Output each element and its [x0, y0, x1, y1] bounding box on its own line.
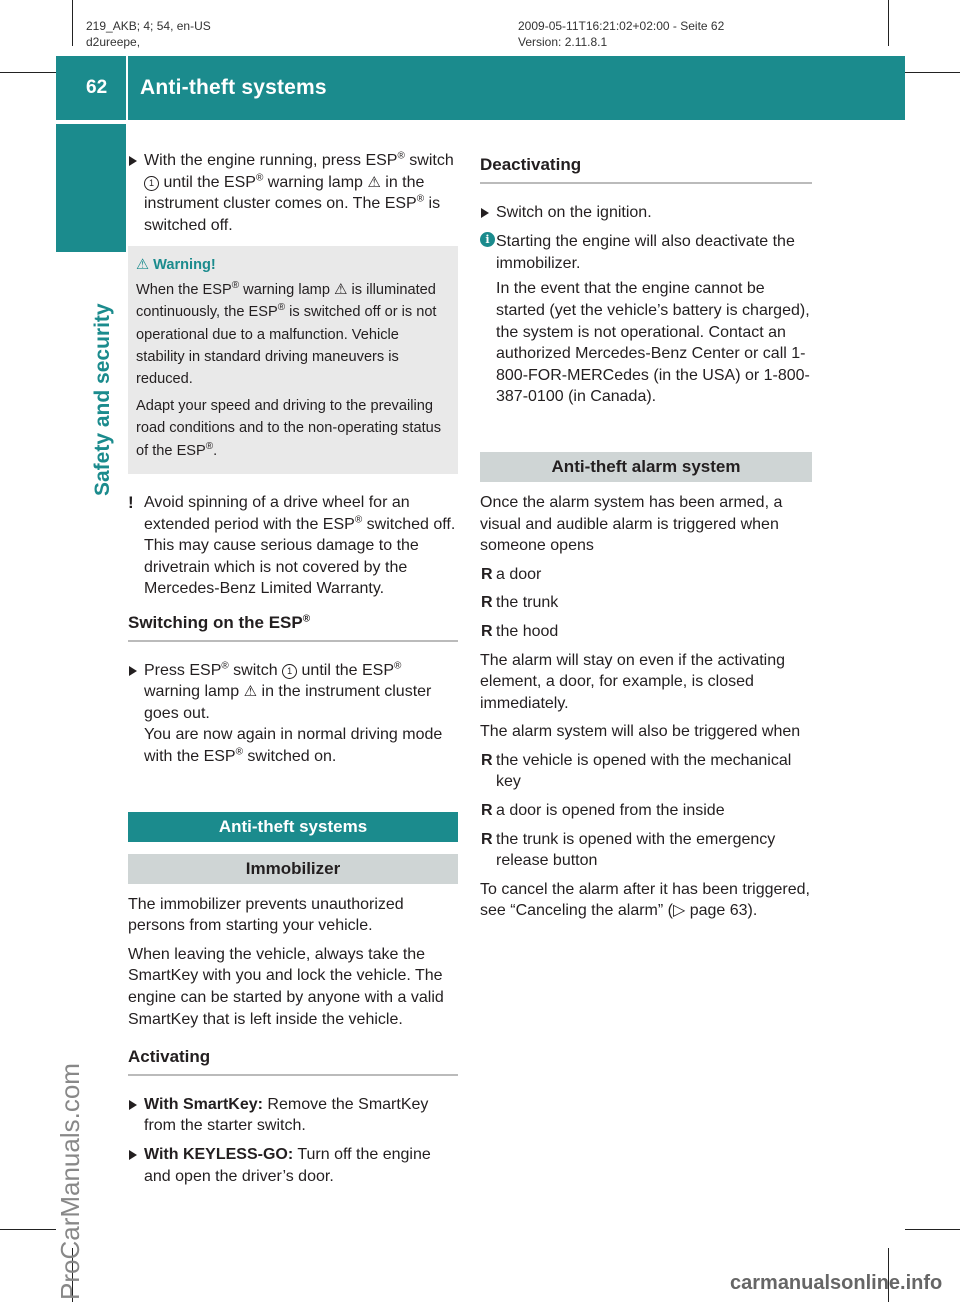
- side-section-text: Safety and security: [91, 303, 114, 496]
- text: Immobilizer: [245, 858, 341, 878]
- text: Avoid spinning of a drive wheel for an extended period with the ESP: [144, 494, 410, 533]
- text: When the ESP: [136, 281, 232, 298]
- warning-title: [136, 254, 450, 276]
- text: switch: [228, 661, 283, 679]
- crop-mark: [72, 0, 73, 46]
- print-meta-line: 2009-05-11T16:21:02+02:00 - Seite 62: [518, 19, 725, 33]
- text: With SmartKey:: [144, 1095, 263, 1113]
- button-number-icon: 1: [282, 664, 297, 679]
- crop-mark: [0, 72, 56, 73]
- list-item-text: the trunk is opened with the emergency release button: [496, 830, 776, 870]
- text: Anti-theft systems: [218, 816, 368, 836]
- info-icon: i: [480, 232, 495, 247]
- page-number-box: [56, 56, 126, 120]
- text: Remove the SmartKey from the starter switch.: [144, 1095, 429, 1135]
- heading-activating: Activating: [128, 1046, 458, 1076]
- text: is illuminated continuously, the ESP: [136, 281, 436, 321]
- print-meta-line: d2ureepe,: [86, 35, 141, 49]
- info-note: [480, 231, 812, 408]
- reg-mark: ®: [205, 440, 214, 452]
- bullet-icon: R: [481, 565, 493, 583]
- instruction-step: [128, 1094, 458, 1137]
- list-item-text: a door: [496, 565, 542, 583]
- text: until the ESP: [159, 173, 256, 191]
- watermark-vertical: ProCarManuals.com: [55, 1063, 85, 1300]
- warning-paragraph: [136, 279, 450, 391]
- paragraph: When leaving the vehicle, always take the SmartKey with you and lock the vehicle. The engine can be started by anyone with a valid SmartKey that is left inside the vehicle.: [128, 945, 444, 1028]
- bullet-icon: R: [481, 622, 493, 640]
- paragraph: The alarm system will also be triggered when: [480, 723, 801, 741]
- reg-mark: ®: [235, 746, 243, 758]
- page-number: 62: [86, 77, 108, 98]
- instruction-step: [128, 660, 458, 768]
- reg-mark: ®: [302, 613, 311, 625]
- list-item: [480, 564, 812, 586]
- warning-triangle-icon: ⚠: [136, 257, 150, 274]
- bullet-icon: R: [481, 830, 493, 848]
- list-item: [480, 621, 812, 643]
- list-item: [480, 592, 812, 614]
- reg-mark: ®: [255, 172, 264, 184]
- instruction-step: [128, 150, 458, 236]
- text: in the instrument cluster goes out.: [144, 683, 432, 722]
- text: warning lamp: [144, 683, 244, 701]
- damage-note: [128, 492, 458, 600]
- exclamation-icon: !: [128, 493, 134, 513]
- info-text: In the event that the engine cannot be started (yet the vehicle’s battery is charged), the system is not operational. Contact an authorized Mercedes-Benz Center or call 1-800-FOR-MERCedes (in the USA) or 1-800-387-0100 (in Canada).: [496, 280, 810, 406]
- bullet-icon: R: [481, 594, 493, 612]
- bullet-icon: R: [481, 802, 493, 820]
- text: Switching on the ESP: [128, 613, 303, 632]
- page-title: Anti-theft systems: [140, 76, 327, 99]
- text: switched off. This may cause serious damage to the drivetrain which is not covered by the Mercedes-Benz Limited Warranty.: [144, 515, 456, 598]
- list-item-text: the trunk: [496, 594, 559, 612]
- text: Turn off the engine and open the driver’s door.: [144, 1145, 431, 1185]
- info-text: Starting the engine will also deactivate the immobilizer.: [496, 233, 795, 272]
- instruction-step: Switch on the ignition.: [480, 202, 812, 224]
- warning-paragraph: [136, 395, 450, 462]
- print-meta-right: [518, 18, 724, 50]
- print-meta-left: [86, 18, 211, 50]
- heading-switching-on: [128, 612, 458, 642]
- left-column: [128, 150, 458, 1194]
- text: With the engine running, press ESP: [144, 152, 398, 169]
- print-meta-line: Version: 2.11.8.1: [518, 35, 608, 49]
- list-item-text: the vehicle is opened with the mechanical key: [496, 751, 792, 791]
- button-number-icon: 1: [144, 176, 159, 191]
- esp-warning-lamp-icon: ⚠: [243, 683, 258, 701]
- section-band-anti-theft: [128, 812, 458, 842]
- right-column: [480, 150, 812, 929]
- paragraph: The alarm will stay on even if the activating element, a door, for example, is closed immediately.: [480, 651, 786, 712]
- reg-mark: ®: [354, 514, 363, 526]
- esp-warning-lamp-icon: ⚠: [334, 280, 348, 298]
- list-item: [480, 750, 812, 793]
- heading-deactivating: Deactivating: [480, 154, 812, 184]
- text: switched on.: [242, 747, 337, 765]
- reg-mark: ®: [231, 279, 240, 291]
- reg-mark: ®: [277, 302, 286, 314]
- text: is switched off.: [144, 195, 441, 234]
- paragraph: The immobilizer prevents unauthorized persons from starting your vehicle.: [128, 895, 404, 935]
- crop-mark: [0, 1229, 56, 1230]
- list-item-text: the hood: [496, 622, 559, 640]
- side-tab: [56, 124, 126, 252]
- text: is switched off or is not operational due to a malfunction. Vehicle stability in standard driving maneuvers is reduced.: [136, 304, 437, 388]
- text: Anti-theft alarm system: [551, 456, 741, 476]
- text: until the ESP: [297, 661, 395, 679]
- bullet-icon: R: [481, 751, 493, 769]
- crop-mark: [905, 1229, 960, 1230]
- warning-box: [128, 246, 458, 474]
- text: switch: [404, 152, 454, 169]
- section-band-alarm: [480, 452, 812, 482]
- list-item: [480, 829, 812, 872]
- trigger-list: [480, 750, 812, 872]
- reg-mark: ®: [397, 150, 405, 162]
- reg-mark: ®: [416, 193, 425, 205]
- reg-mark: ®: [394, 660, 402, 672]
- warning-title-text: Warning!: [153, 257, 216, 274]
- text: warning lamp: [239, 281, 335, 298]
- crop-mark: [888, 0, 889, 46]
- paragraph: To cancel the alarm after it has been triggered, see “Canceling the alarm” (▷ page 63).: [480, 880, 810, 920]
- text: in the instrument cluster comes on. The ESP: [144, 173, 425, 213]
- trigger-list: [480, 564, 812, 643]
- text: warning lamp: [263, 173, 368, 191]
- crop-mark: [905, 72, 960, 73]
- text: You are now again in normal driving mode with the ESP: [144, 726, 443, 765]
- print-meta-line: 219_AKB; 4; 54, en-US: [86, 19, 211, 33]
- instruction-step: [128, 1144, 458, 1187]
- list-item-text: a door is opened from the inside: [496, 802, 725, 820]
- reg-mark: ®: [221, 660, 229, 672]
- page-header: [128, 56, 905, 120]
- esp-warning-lamp-icon: ⚠: [367, 173, 381, 191]
- section-band-immobilizer: [128, 854, 458, 884]
- text: .: [213, 442, 218, 459]
- text: With KEYLESS-GO:: [144, 1145, 294, 1163]
- text: Adapt your speed and driving to the prevailing road conditions and to the non-operating status of the ESP: [136, 397, 442, 459]
- list-item: [480, 800, 812, 822]
- paragraph: Once the alarm system has been armed, a visual and audible alarm is triggered when someone opens: [480, 493, 783, 555]
- watermark-footer: carmanualsonline.info: [730, 1272, 943, 1294]
- text: Press ESP: [144, 661, 222, 679]
